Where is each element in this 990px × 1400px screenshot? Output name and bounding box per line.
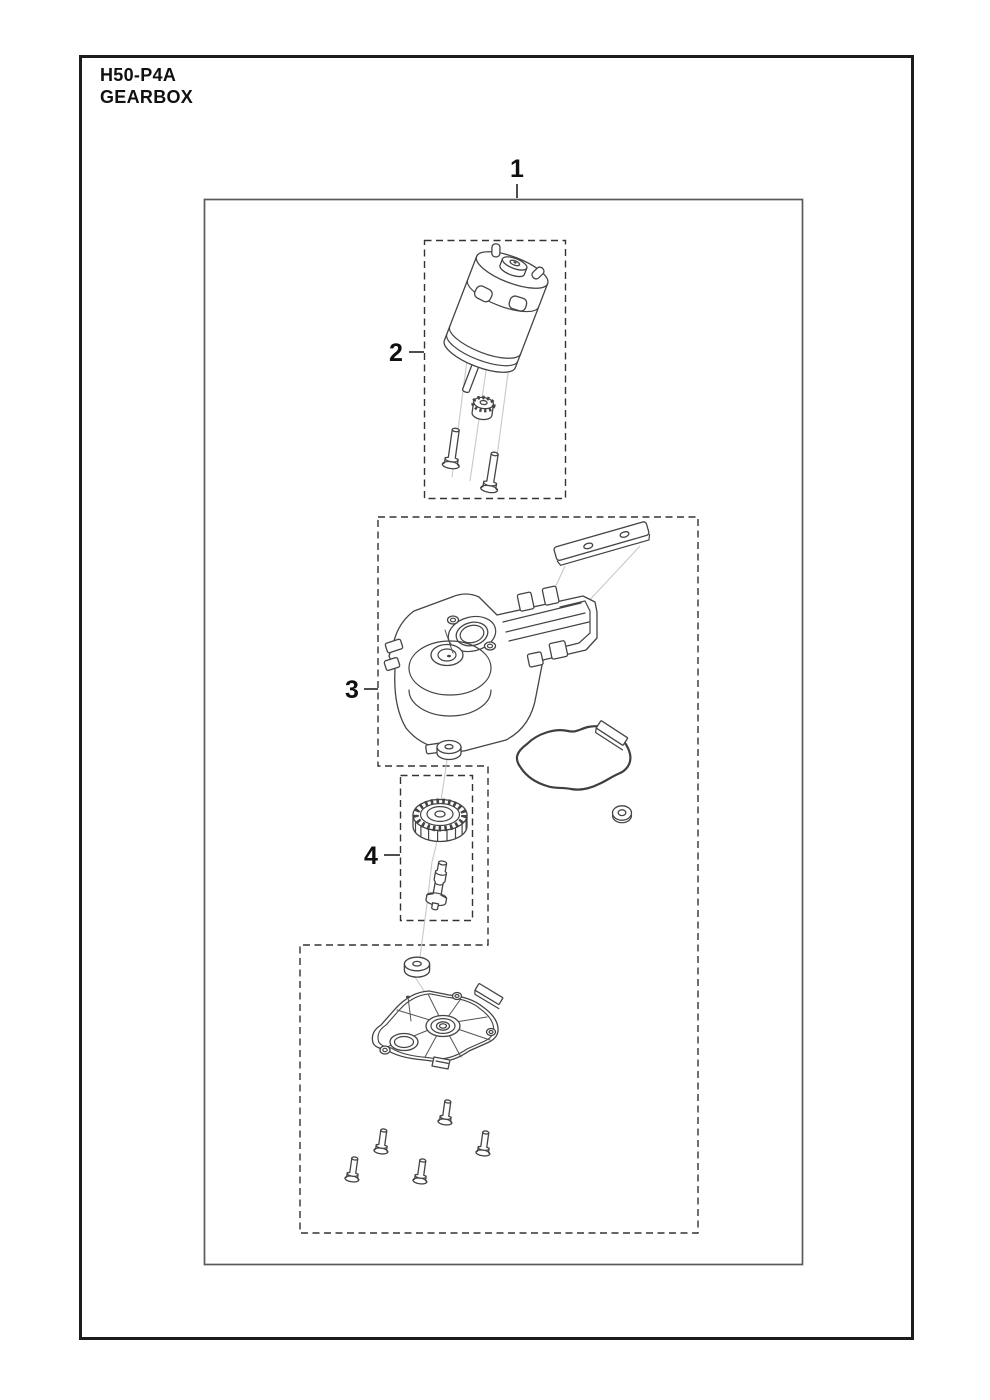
motor-screw-2 (480, 451, 503, 494)
callout-3-label: 3 (345, 676, 359, 704)
callout-1 (510, 155, 524, 198)
cover-screw-5 (413, 1158, 430, 1185)
gearbox-cover-illustration (372, 991, 498, 1069)
doc-title-section: GEARBOX (100, 87, 194, 107)
callout-3 (345, 676, 378, 704)
cover-screw-4 (345, 1156, 362, 1183)
flat-washer-right (613, 806, 632, 823)
callout-4-label: 4 (364, 842, 378, 870)
motor-screw-1 (442, 427, 464, 470)
cover-screw-3 (476, 1130, 493, 1157)
callout-2 (389, 339, 424, 367)
spacer-washer-upper (437, 741, 461, 760)
callout-4 (364, 842, 400, 870)
doc-title-model: H50-P4A (100, 65, 177, 85)
mounting-bar-illustration (553, 521, 651, 566)
callout-2-label: 2 (389, 339, 403, 367)
spacer-washer-lower (404, 957, 429, 977)
electric-motor-illustration (430, 238, 555, 406)
cover-screw-2 (374, 1128, 391, 1155)
gearbox-housing-illustration (384, 586, 597, 754)
key-bar-upper (594, 721, 630, 750)
callout-1-label: 1 (510, 155, 524, 183)
cover-screw-1 (438, 1099, 455, 1126)
motor-pinion-gear (471, 396, 495, 421)
spur-gear-illustration (413, 800, 467, 842)
